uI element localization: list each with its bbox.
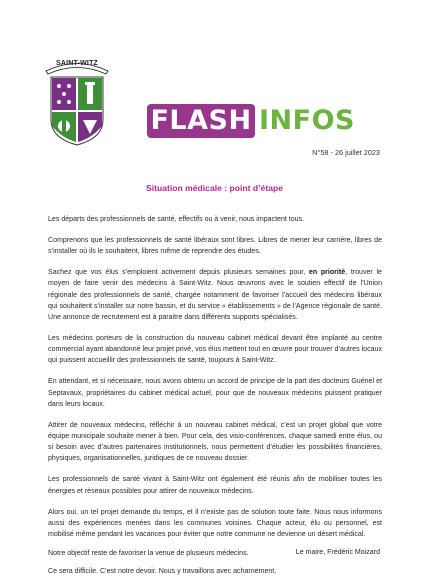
paragraph: Les départs des professionnels de santé, effectifs ou à venir, nous impactent tous. xyxy=(48,216,305,223)
signature: Le maire, Frédéric Moizard xyxy=(295,549,380,556)
crest-banner xyxy=(44,58,110,74)
emphasis: en priorité xyxy=(308,269,346,277)
article-body xyxy=(48,214,382,584)
crest-name: SAINT-WITZ xyxy=(55,60,99,67)
paragraph: Comprenons que les professionnels de santé libéraux sont libres. Libres de mener leur carrière, libres de s’installer où ils le souhaitent, libres même de reprendre des études. xyxy=(48,237,382,256)
infos-label: INFOS xyxy=(259,105,355,136)
article-title: Situation médicale : point d’étape xyxy=(145,183,284,193)
flash-label: FLASH xyxy=(150,105,252,136)
paragraph: Alors oui, un tel projet demande du temps, et il n’existe pas de solution toute faite. Nous nous informons aussi des expériences menées dans les communes voisines. Chaque acteur, élu ou personnel, est mobilisé même pendant les vacances pour éviter que notre commune ne devienne un désert médical. xyxy=(48,508,382,539)
paragraph: Attirer de nouveaux médecins, réfléchir à un nouveau cabinet médical, c’est un projet global que votre équipe municipale souhaite mener à bien. Pour cela, des visio-conférences, chaque samedi entre élus, ou si besoin avec d’autres partenaires institutionnels, nous permettent d’étudier les possibilités financières, physiques, organisationnelles, juridiques de ce nouveau dossier. xyxy=(48,421,382,463)
paragraph: Les médecins porteurs de la construction du nouveau cabinet médical devant être implanté au centre commercial ayant abandonné leur projet privé, vos élus mettent tout en œuvre pour trouver d’autres locaux qui puissent accueillir des professionnels de santé, toujours à Saint-Witz. xyxy=(48,335,382,365)
saint-witz-crest xyxy=(44,58,110,148)
issue-number-date: N°58 - 26 juillet 2023 xyxy=(312,148,380,157)
paragraph: Ce sera difficile. C’est notre devoir. Nous y travaillons avec acharnement. xyxy=(48,567,277,575)
paragraph: Sachez que vos élus s’emploient activement depuis plusieurs semaines pour, en priorité, trouver le moyen de faire venir des médecins à Saint-Witz. Nous œuvrons avec le soutien effectif de l’Union régionale des professionnels de santé, chargée notamment de favoriser l’accueil des médecins libéraux qui souhaitent s’installer sur notre bassin, et du service « établissements » de l’Agence régionale de santé. Une annonce de recrutement est à paraitre dans différents supports spécialisés. xyxy=(48,269,382,322)
paragraph: En attendant, et si nécessaire, nous avons obtenu un accord de principe de la part des docteurs Guénel et Septavaux, propriétaires du cabinet médical actuel, pour que de nouveaux médecins puissent pratiquer dans leurs locaux. xyxy=(48,378,382,408)
crest-shield-icon xyxy=(50,76,104,146)
paragraph: Les professionnels de santé vivant à Saint-Witz ont également été réunis afin de mobiliser toutes les énergies et réseaux possibles pour attirer de nouveaux médecins. xyxy=(48,476,382,495)
paragraph: Notre objectif reste de favoriser la venue de plusieurs médecins. xyxy=(48,550,249,558)
flash-banner xyxy=(147,104,255,138)
